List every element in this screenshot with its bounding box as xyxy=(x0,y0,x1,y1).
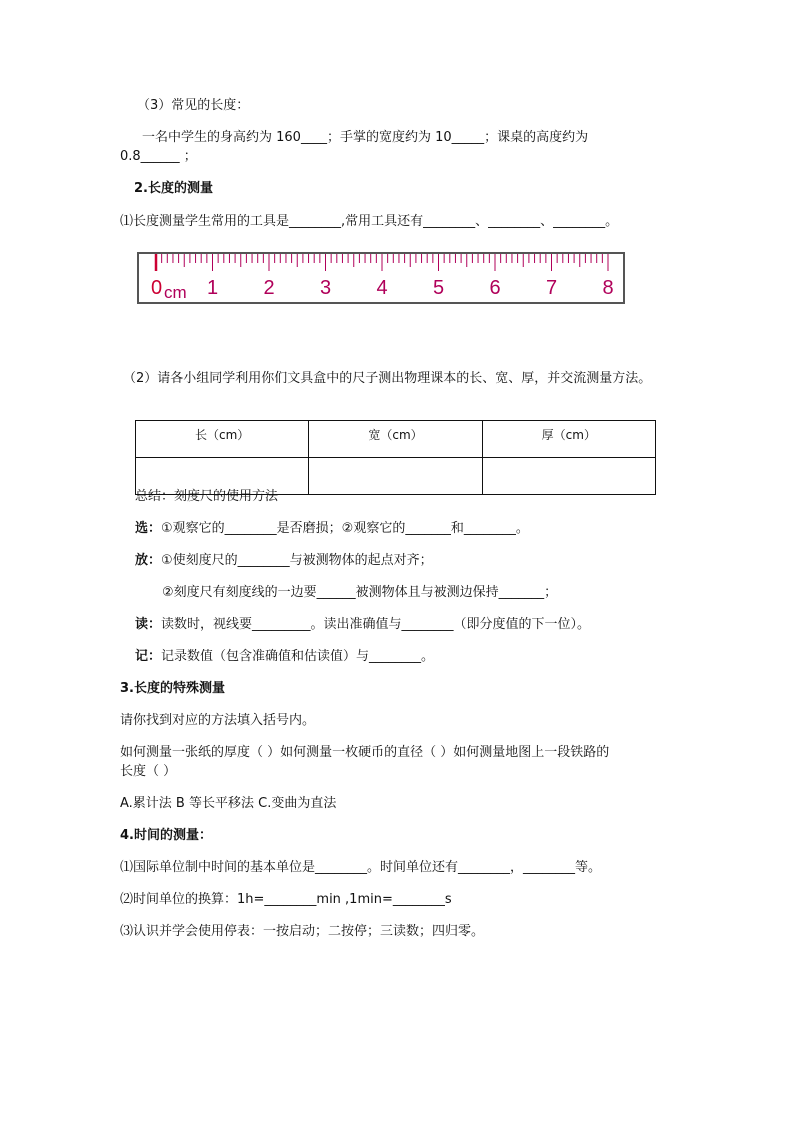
section4-q2: ⑵时间单位的换算：1h=________min ,1min=________s xyxy=(120,892,452,907)
section3-options: A.累计法 B 等长平移法 C.变曲为直法 xyxy=(120,796,337,811)
section3-instruction: 请你找到对应的方法填入括号内。 xyxy=(120,713,316,728)
header-length: 长（cm） xyxy=(136,421,309,458)
table-header-row xyxy=(136,421,656,458)
ruler-graphic xyxy=(139,254,623,302)
step-read xyxy=(135,616,590,634)
section2-q1: ⑴长度测量学生常用的工具是________,常用工具还有________、________、________。 xyxy=(120,214,619,229)
step-record xyxy=(135,648,434,666)
section3-question-2: 长度（ ） xyxy=(120,764,177,779)
step-place-label: 放： xyxy=(135,553,162,568)
ruler-image xyxy=(137,252,625,304)
common-length-title: （3）常见的长度： xyxy=(137,98,250,113)
ruler-cm-label: 6 xyxy=(489,277,501,299)
step-record-text: 记录数值（包含准确值和估读值）与________。 xyxy=(161,649,435,664)
step-read-text: 读数时，视线要_________。读出准确值与________（即分度值的下一位）。 xyxy=(161,617,591,632)
header-width: 宽（cm） xyxy=(309,421,482,458)
header-thickness: 厚（cm） xyxy=(482,421,655,458)
step-place-text: ①使刻度尺的________与被测物体的起点对齐； xyxy=(161,553,433,568)
measurement-table xyxy=(135,420,656,495)
ruler-cm-label: 5 xyxy=(432,277,445,299)
section2-q2: （2）请各小组同学利用你们文具盒中的尺子测出物理课本的长、宽、厚，并交流测量方法。 xyxy=(123,371,652,386)
common-length-line2: 0.8______ ； xyxy=(120,149,197,164)
ruler-unit-label: cm xyxy=(164,283,187,302)
step-select-label: 选： xyxy=(135,521,162,536)
step-select xyxy=(135,520,529,538)
common-length-line1: 一名中学生的身高约为 160____；手掌的宽度约为 10_____；课桌的高度约为 xyxy=(142,130,589,145)
cell-width-value[interactable] xyxy=(309,458,482,495)
section4-heading: 4.时间的测量： xyxy=(120,828,212,843)
step-select-text: ①观察它的________是否磨损；②观察它的_______和________。 xyxy=(161,521,529,536)
ruler-cm-label: 4 xyxy=(376,277,388,299)
step-read-label: 读： xyxy=(135,617,162,632)
ruler-cm-label: 8 xyxy=(602,277,614,299)
section3-heading: 3.长度的特殊测量 xyxy=(120,681,225,696)
step-record-label: 记： xyxy=(135,649,162,664)
step-place-2: ②刻度尺有刻度线的一边要______被测物体且与被测边保持_______； xyxy=(162,585,558,600)
section2-heading: 2.长度的测量 xyxy=(134,181,213,196)
section4-q3: ⑶认识并学会使用停表：一按启动；二按停；三读数；四归零。 xyxy=(120,924,485,939)
cell-thickness-value[interactable] xyxy=(482,458,655,495)
section4-q1: ⑴国际单位制中时间的基本单位是________。时间单位还有________，________等。 xyxy=(120,860,602,875)
section3-question-1: 如何测量一张纸的厚度（ ）如何测量一枚硬币的直径（ ）如何测量地图上一段铁路的 xyxy=(120,745,610,760)
ruler-cm-label: 3 xyxy=(319,277,332,299)
ruler-zero-label: 0 xyxy=(151,277,163,299)
ruler-cm-label: 1 xyxy=(206,277,219,299)
ruler-cm-label: 7 xyxy=(545,277,558,299)
ruler-cm-label: 2 xyxy=(263,277,275,299)
step-place xyxy=(135,552,433,570)
summary-title: 总结：刻度尺的使用方法 xyxy=(135,489,279,504)
